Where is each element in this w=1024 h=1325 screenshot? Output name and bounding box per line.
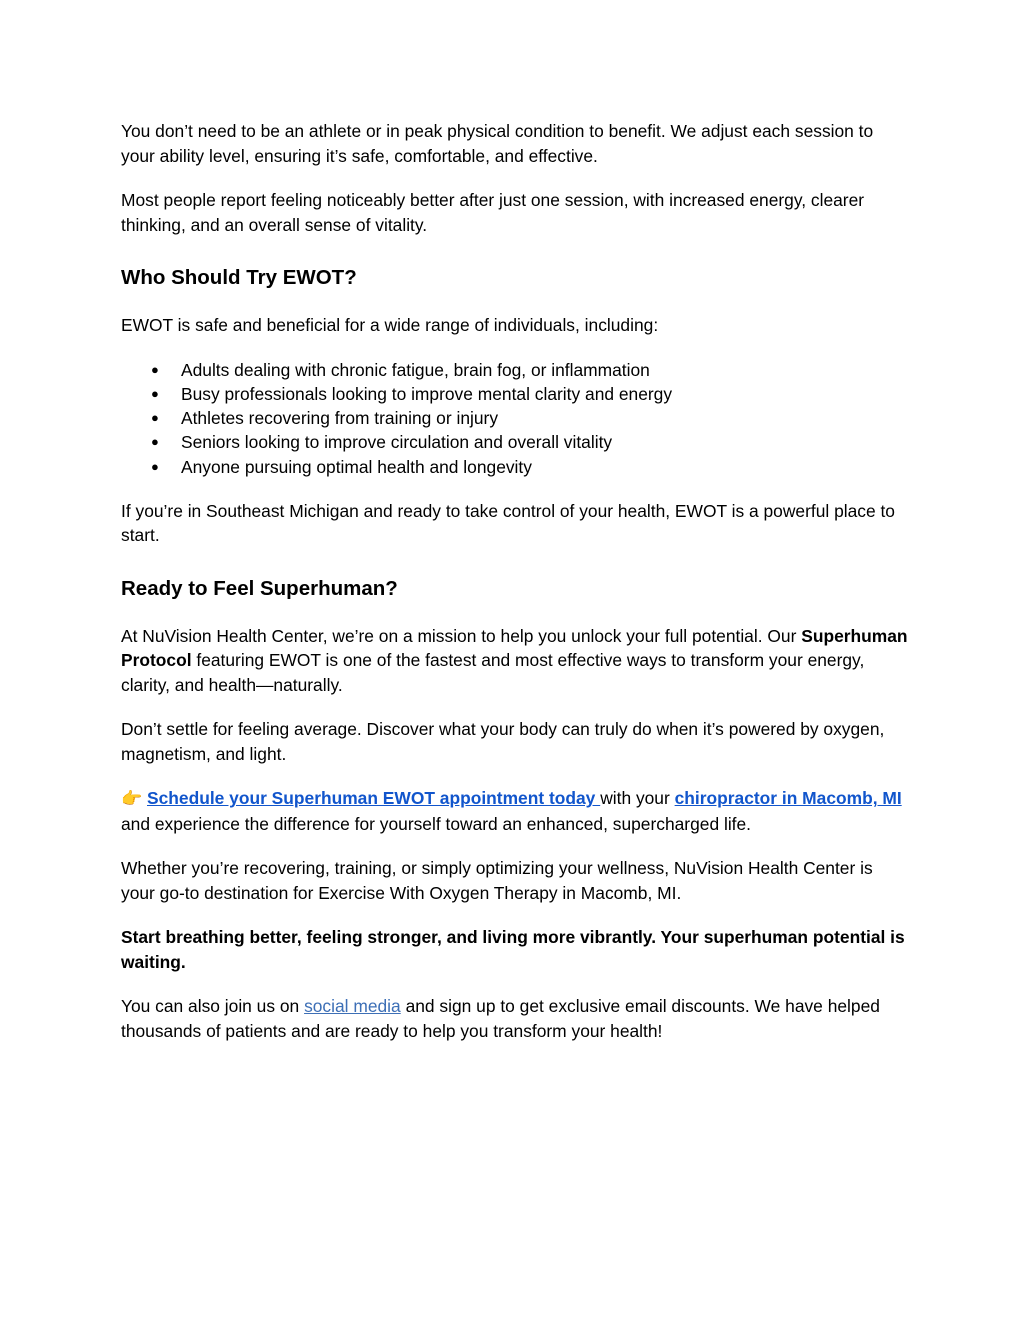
list-item — [121, 430, 911, 454]
cta-mid-text: with your — [600, 788, 675, 809]
document-page — [121, 119, 911, 1043]
intro-paragraph-2: Most people report feeling noticeably better after just one session, with increased energy, clearer thinking, and an overall sense of vitality. — [121, 190, 865, 235]
ready-heading: Ready to Feel Superhuman? — [121, 576, 398, 600]
who-heading: Who Should Try EWOT? — [121, 266, 357, 289]
bullet-icon: ● — [151, 410, 159, 426]
ready-p1-text: At NuVision Health Center, we’re on a mission to help you unlock your full potential. Our — [121, 625, 802, 646]
list-item-text: Busy professionals looking to improve mental clarity and energy — [181, 383, 673, 404]
ready-p5-text: You can also join us on — [121, 996, 305, 1017]
ready-paragraph-3: Whether you’re recovering, training, or simply optimizing your wellness, NuVision Health Center is your go-to destination for Exercise With Oxygen Therapy in Macomb, MI. — [121, 858, 873, 903]
who-closing: If you’re in Southeast Michigan and ready to take control of your health, EWOT is a powerful place to start. — [121, 500, 895, 546]
who-lead: EWOT is safe and beneficial for a wide range of individuals, including: — [121, 315, 659, 335]
chiropractor-macomb-link[interactable]: chiropractor in Macomb, MI — [674, 788, 902, 809]
list-item — [121, 455, 911, 479]
bullet-icon: ● — [151, 385, 159, 401]
ready-paragraph-4 — [121, 925, 911, 974]
bullet-icon: ● — [151, 361, 159, 377]
schedule-appointment-link[interactable]: Schedule your Superhuman EWOT appointment today — [147, 788, 601, 809]
list-item-text: Adults dealing with chronic fatigue, brain fog, or inflammation — [181, 359, 650, 380]
pointing-hand-icon: 👉 — [121, 789, 143, 809]
superhuman-protocol-label: Superhuman Protocol — [121, 625, 908, 671]
social-media-link[interactable]: social media — [304, 996, 401, 1017]
bullet-icon: ● — [151, 458, 159, 474]
ready-p5-text-end: and sign up to get exclusive email discounts. We have helped thousands of patients and are ready to help you transform your health! — [121, 996, 880, 1041]
list-item — [121, 406, 911, 430]
ready-p4-bold: Start breathing better, feeling stronger, and living more vibrantly. Your superhuman potential is waiting. — [121, 927, 905, 972]
intro-paragraph-1: You don’t need to be an athlete or in peak physical condition to benefit. We adjust each session to your ability level, ensuring it’s safe, comfortable, and effective. — [121, 121, 874, 166]
ready-paragraph-5 — [121, 994, 911, 1043]
list-item — [121, 382, 911, 406]
who-list — [121, 358, 911, 479]
list-item-text: Athletes recovering from training or injury — [181, 408, 499, 429]
cta-end-text: and experience the difference for yourself toward an enhanced, supercharged life. — [121, 813, 752, 834]
list-item-text: Seniors looking to improve circulation and overall vitality — [181, 432, 613, 453]
bullet-icon: ● — [151, 434, 159, 450]
ready-paragraph-2: Don’t settle for feeling average. Discover what your body can truly do when it’s powered by oxygen, magnetism, and light. — [121, 719, 885, 764]
ready-paragraph-1 — [121, 624, 911, 698]
ready-p1-text-end: featuring EWOT is one of the fastest and most effective ways to transform your energy, clarity, and health—naturally. — [121, 650, 865, 695]
cta-paragraph — [121, 786, 911, 836]
list-item — [121, 358, 911, 382]
list-item-text: Anyone pursuing optimal health and longevity — [181, 456, 532, 477]
